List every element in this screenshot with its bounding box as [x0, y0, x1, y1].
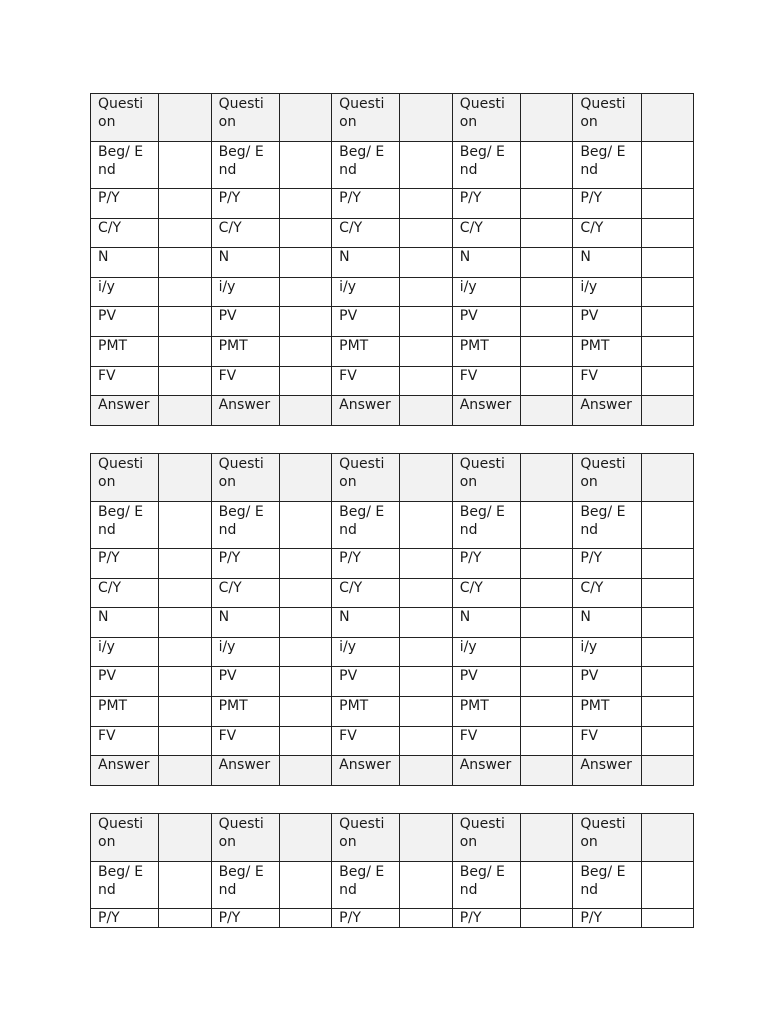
row-label-cell: i/y [332, 277, 400, 307]
row-label-cell: PMT [452, 336, 520, 366]
row-label-cell: i/y [452, 277, 520, 307]
table-row [91, 501, 694, 549]
table-row [91, 141, 694, 189]
answer-entry-cell[interactable] [400, 861, 452, 909]
row-label-cell: Question [452, 94, 520, 142]
row-label-cell: Question [573, 94, 641, 142]
answer-entry-cell[interactable] [159, 336, 211, 366]
answer-entry-cell[interactable] [159, 637, 211, 667]
answer-entry-cell[interactable] [521, 307, 573, 337]
answer-entry-cell[interactable] [279, 218, 331, 248]
answer-entry-cell[interactable] [400, 94, 452, 142]
answer-entry-cell[interactable] [279, 756, 331, 786]
answer-entry-cell[interactable] [400, 501, 452, 549]
answer-entry-cell[interactable] [521, 336, 573, 366]
table-row [91, 667, 694, 697]
answer-entry-cell[interactable] [159, 909, 211, 928]
row-label-cell: FV [91, 726, 159, 756]
row-label-cell: Question [573, 814, 641, 862]
answer-entry-cell[interactable] [641, 248, 693, 278]
row-label-cell: FV [452, 726, 520, 756]
row-label-cell: Beg/ End [573, 861, 641, 909]
row-label-cell: Question [452, 454, 520, 502]
row-label-cell: Question [332, 814, 400, 862]
row-label-cell: N [332, 248, 400, 278]
row-label-cell: Beg/ End [91, 141, 159, 189]
table-row [91, 549, 694, 579]
row-label-cell: PV [573, 667, 641, 697]
table-row [91, 608, 694, 638]
row-label-cell: Beg/ End [452, 861, 520, 909]
row-label-cell: Beg/ End [332, 861, 400, 909]
answer-entry-cell[interactable] [641, 277, 693, 307]
answer-entry-cell[interactable] [159, 248, 211, 278]
row-label-cell: P/Y [91, 909, 159, 928]
answer-entry-cell[interactable] [521, 218, 573, 248]
table-row [91, 307, 694, 337]
row-label-cell: FV [211, 366, 279, 396]
row-label-cell: N [332, 608, 400, 638]
answer-entry-cell[interactable] [159, 94, 211, 142]
table-row [91, 861, 694, 909]
tvm-worksheet-table-2 [90, 453, 694, 786]
row-label-cell: Beg/ End [211, 141, 279, 189]
row-label-cell: Question [91, 814, 159, 862]
row-label-cell: PMT [452, 696, 520, 726]
answer-entry-cell[interactable] [521, 578, 573, 608]
row-label-cell: Beg/ End [332, 141, 400, 189]
tvm-worksheet-table-3 [90, 813, 694, 928]
answer-entry-cell[interactable] [400, 909, 452, 928]
row-label-cell: PMT [91, 696, 159, 726]
answer-entry-cell[interactable] [279, 696, 331, 726]
row-label-cell: FV [573, 366, 641, 396]
answer-entry-cell[interactable] [400, 696, 452, 726]
table-row [91, 454, 694, 502]
answer-entry-cell[interactable] [159, 501, 211, 549]
row-label-cell: C/Y [91, 578, 159, 608]
answer-entry-cell[interactable] [400, 756, 452, 786]
row-label-cell: C/Y [573, 218, 641, 248]
row-label-cell: Answer [91, 756, 159, 786]
row-label-cell: Question [332, 94, 400, 142]
answer-entry-cell[interactable] [641, 549, 693, 579]
row-label-cell: Beg/ End [91, 861, 159, 909]
row-label-cell: Answer [91, 396, 159, 426]
row-label-cell: i/y [573, 277, 641, 307]
row-label-cell: PV [452, 307, 520, 337]
answer-entry-cell[interactable] [521, 366, 573, 396]
answer-entry-cell[interactable] [521, 756, 573, 786]
answer-entry-cell[interactable] [159, 396, 211, 426]
row-label-cell: P/Y [452, 909, 520, 928]
answer-entry-cell[interactable] [159, 366, 211, 396]
table-row [91, 578, 694, 608]
table-row [91, 189, 694, 219]
answer-entry-cell[interactable] [279, 336, 331, 366]
row-label-cell: P/Y [91, 549, 159, 579]
table-row [91, 696, 694, 726]
answer-entry-cell[interactable] [400, 366, 452, 396]
answer-entry-cell[interactable] [521, 667, 573, 697]
answer-entry-cell[interactable] [279, 277, 331, 307]
row-label-cell: i/y [332, 637, 400, 667]
row-label-cell: PMT [211, 336, 279, 366]
answer-entry-cell[interactable] [159, 578, 211, 608]
answer-entry-cell[interactable] [279, 454, 331, 502]
row-label-cell: PV [332, 307, 400, 337]
row-label-cell: Question [91, 94, 159, 142]
answer-entry-cell[interactable] [400, 608, 452, 638]
row-label-cell: Answer [332, 396, 400, 426]
answer-entry-cell[interactable] [400, 549, 452, 579]
answer-entry-cell[interactable] [641, 336, 693, 366]
row-label-cell: FV [332, 726, 400, 756]
answer-entry-cell[interactable] [159, 726, 211, 756]
row-label-cell: PV [91, 307, 159, 337]
answer-entry-cell[interactable] [159, 454, 211, 502]
row-label-cell: C/Y [91, 218, 159, 248]
answer-entry-cell[interactable] [159, 696, 211, 726]
row-label-cell: Question [91, 454, 159, 502]
table-row [91, 336, 694, 366]
answer-entry-cell[interactable] [521, 141, 573, 189]
row-label-cell: PMT [211, 696, 279, 726]
answer-entry-cell[interactable] [279, 909, 331, 928]
table-row [91, 248, 694, 278]
row-label-cell: Question [573, 454, 641, 502]
answer-entry-cell[interactable] [400, 141, 452, 189]
row-label-cell: FV [452, 366, 520, 396]
answer-entry-cell[interactable] [279, 501, 331, 549]
table-row [91, 756, 694, 786]
row-label-cell: Beg/ End [332, 501, 400, 549]
row-label-cell: Beg/ End [211, 861, 279, 909]
row-label-cell: i/y [91, 277, 159, 307]
answer-entry-cell[interactable] [521, 726, 573, 756]
answer-entry-cell[interactable] [279, 608, 331, 638]
answer-entry-cell[interactable] [641, 501, 693, 549]
row-label-cell: Beg/ End [452, 141, 520, 189]
answer-entry-cell[interactable] [279, 726, 331, 756]
row-label-cell: Answer [573, 396, 641, 426]
answer-entry-cell[interactable] [159, 756, 211, 786]
answer-entry-cell[interactable] [400, 726, 452, 756]
answer-entry-cell[interactable] [159, 667, 211, 697]
table-row [91, 637, 694, 667]
row-label-cell: PMT [573, 696, 641, 726]
answer-entry-cell[interactable] [279, 248, 331, 278]
row-label-cell: Answer [211, 396, 279, 426]
answer-entry-cell[interactable] [400, 307, 452, 337]
answer-entry-cell[interactable] [521, 814, 573, 862]
table-row [91, 814, 694, 862]
row-label-cell: C/Y [332, 218, 400, 248]
row-label-cell: N [91, 248, 159, 278]
answer-entry-cell[interactable] [521, 248, 573, 278]
answer-entry-cell[interactable] [279, 861, 331, 909]
answer-entry-cell[interactable] [641, 814, 693, 862]
answer-entry-cell[interactable] [641, 909, 693, 928]
answer-entry-cell[interactable] [521, 696, 573, 726]
answer-entry-cell[interactable] [641, 637, 693, 667]
row-label-cell: Question [211, 454, 279, 502]
row-label-cell: N [91, 608, 159, 638]
answer-entry-cell[interactable] [521, 549, 573, 579]
answer-entry-cell[interactable] [400, 248, 452, 278]
row-label-cell: PV [332, 667, 400, 697]
answer-entry-cell[interactable] [641, 667, 693, 697]
row-label-cell: Beg/ End [211, 501, 279, 549]
answer-entry-cell[interactable] [159, 549, 211, 579]
row-label-cell: Question [211, 94, 279, 142]
answer-entry-cell[interactable] [521, 277, 573, 307]
answer-entry-cell[interactable] [279, 549, 331, 579]
answer-entry-cell[interactable] [641, 396, 693, 426]
row-label-cell: PV [211, 307, 279, 337]
answer-entry-cell[interactable] [279, 189, 331, 219]
answer-entry-cell[interactable] [641, 141, 693, 189]
answer-entry-cell[interactable] [521, 637, 573, 667]
answer-entry-cell[interactable] [521, 396, 573, 426]
answer-entry-cell[interactable] [279, 637, 331, 667]
row-label-cell: Beg/ End [573, 501, 641, 549]
row-label-cell: PV [452, 667, 520, 697]
table-row [91, 218, 694, 248]
answer-entry-cell[interactable] [159, 277, 211, 307]
row-label-cell: Beg/ End [91, 501, 159, 549]
answer-entry-cell[interactable] [279, 366, 331, 396]
row-label-cell: PMT [91, 336, 159, 366]
row-label-cell: Answer [211, 756, 279, 786]
answer-entry-cell[interactable] [641, 726, 693, 756]
answer-entry-cell[interactable] [521, 94, 573, 142]
row-label-cell: Answer [573, 756, 641, 786]
row-label-cell: FV [573, 726, 641, 756]
answer-entry-cell[interactable] [641, 756, 693, 786]
answer-entry-cell[interactable] [159, 608, 211, 638]
answer-entry-cell[interactable] [400, 218, 452, 248]
row-label-cell: P/Y [91, 189, 159, 219]
row-label-cell: P/Y [211, 549, 279, 579]
table-row [91, 726, 694, 756]
table-row [91, 366, 694, 396]
row-label-cell: PMT [573, 336, 641, 366]
row-label-cell: C/Y [452, 578, 520, 608]
answer-entry-cell[interactable] [159, 141, 211, 189]
answer-entry-cell[interactable] [641, 189, 693, 219]
answer-entry-cell[interactable] [400, 336, 452, 366]
row-label-cell: FV [91, 366, 159, 396]
row-label-cell: N [452, 608, 520, 638]
table-row [91, 277, 694, 307]
row-label-cell: Beg/ End [452, 501, 520, 549]
row-label-cell: N [211, 608, 279, 638]
answer-entry-cell[interactable] [641, 307, 693, 337]
row-label-cell: P/Y [332, 189, 400, 219]
row-label-cell: P/Y [573, 909, 641, 928]
answer-entry-cell[interactable] [159, 189, 211, 219]
table-row [91, 94, 694, 142]
answer-entry-cell[interactable] [279, 396, 331, 426]
answer-entry-cell[interactable] [279, 141, 331, 189]
answer-entry-cell[interactable] [159, 861, 211, 909]
answer-entry-cell[interactable] [400, 667, 452, 697]
answer-entry-cell[interactable] [159, 814, 211, 862]
answer-entry-cell[interactable] [641, 861, 693, 909]
answer-entry-cell[interactable] [279, 94, 331, 142]
answer-entry-cell[interactable] [400, 396, 452, 426]
row-label-cell: Question [452, 814, 520, 862]
row-label-cell: N [573, 608, 641, 638]
answer-entry-cell[interactable] [159, 218, 211, 248]
row-label-cell: C/Y [573, 578, 641, 608]
answer-entry-cell[interactable] [279, 578, 331, 608]
table-row [91, 909, 694, 928]
row-label-cell: FV [332, 366, 400, 396]
answer-entry-cell[interactable] [641, 454, 693, 502]
row-label-cell: PV [91, 667, 159, 697]
row-label-cell: PV [211, 667, 279, 697]
row-label-cell: C/Y [332, 578, 400, 608]
row-label-cell: PV [573, 307, 641, 337]
row-label-cell: N [573, 248, 641, 278]
answer-entry-cell[interactable] [400, 578, 452, 608]
answer-entry-cell[interactable] [641, 608, 693, 638]
answer-entry-cell[interactable] [279, 814, 331, 862]
row-label-cell: P/Y [332, 549, 400, 579]
row-label-cell: i/y [211, 277, 279, 307]
row-label-cell: i/y [91, 637, 159, 667]
row-label-cell: P/Y [573, 189, 641, 219]
answer-entry-cell[interactable] [641, 218, 693, 248]
answer-entry-cell[interactable] [400, 189, 452, 219]
row-label-cell: C/Y [211, 218, 279, 248]
answer-entry-cell[interactable] [521, 501, 573, 549]
answer-entry-cell[interactable] [279, 307, 331, 337]
row-label-cell: Question [211, 814, 279, 862]
row-label-cell: Question [332, 454, 400, 502]
answer-entry-cell[interactable] [641, 696, 693, 726]
answer-entry-cell[interactable] [521, 909, 573, 928]
row-label-cell: P/Y [452, 189, 520, 219]
answer-entry-cell[interactable] [641, 94, 693, 142]
answer-entry-cell[interactable] [641, 366, 693, 396]
answer-entry-cell[interactable] [159, 307, 211, 337]
answer-entry-cell[interactable] [400, 637, 452, 667]
row-label-cell: i/y [211, 637, 279, 667]
row-label-cell: C/Y [211, 578, 279, 608]
answer-entry-cell[interactable] [400, 454, 452, 502]
answer-entry-cell[interactable] [641, 578, 693, 608]
row-label-cell: Answer [332, 756, 400, 786]
row-label-cell: P/Y [332, 909, 400, 928]
answer-entry-cell[interactable] [521, 454, 573, 502]
answer-entry-cell[interactable] [400, 814, 452, 862]
row-label-cell: N [211, 248, 279, 278]
answer-entry-cell[interactable] [521, 189, 573, 219]
row-label-cell: P/Y [452, 549, 520, 579]
table-row [91, 396, 694, 426]
row-label-cell: P/Y [573, 549, 641, 579]
row-label-cell: Answer [452, 756, 520, 786]
row-label-cell: P/Y [211, 909, 279, 928]
answer-entry-cell[interactable] [521, 608, 573, 638]
row-label-cell: FV [211, 726, 279, 756]
row-label-cell: i/y [452, 637, 520, 667]
answer-entry-cell[interactable] [279, 667, 331, 697]
row-label-cell: N [452, 248, 520, 278]
row-label-cell: Beg/ End [573, 141, 641, 189]
row-label-cell: C/Y [452, 218, 520, 248]
tvm-worksheet-table-1 [90, 93, 694, 426]
row-label-cell: PMT [332, 336, 400, 366]
row-label-cell: PMT [332, 696, 400, 726]
answer-entry-cell[interactable] [521, 861, 573, 909]
row-label-cell: Answer [452, 396, 520, 426]
row-label-cell: P/Y [211, 189, 279, 219]
row-label-cell: i/y [573, 637, 641, 667]
answer-entry-cell[interactable] [400, 277, 452, 307]
